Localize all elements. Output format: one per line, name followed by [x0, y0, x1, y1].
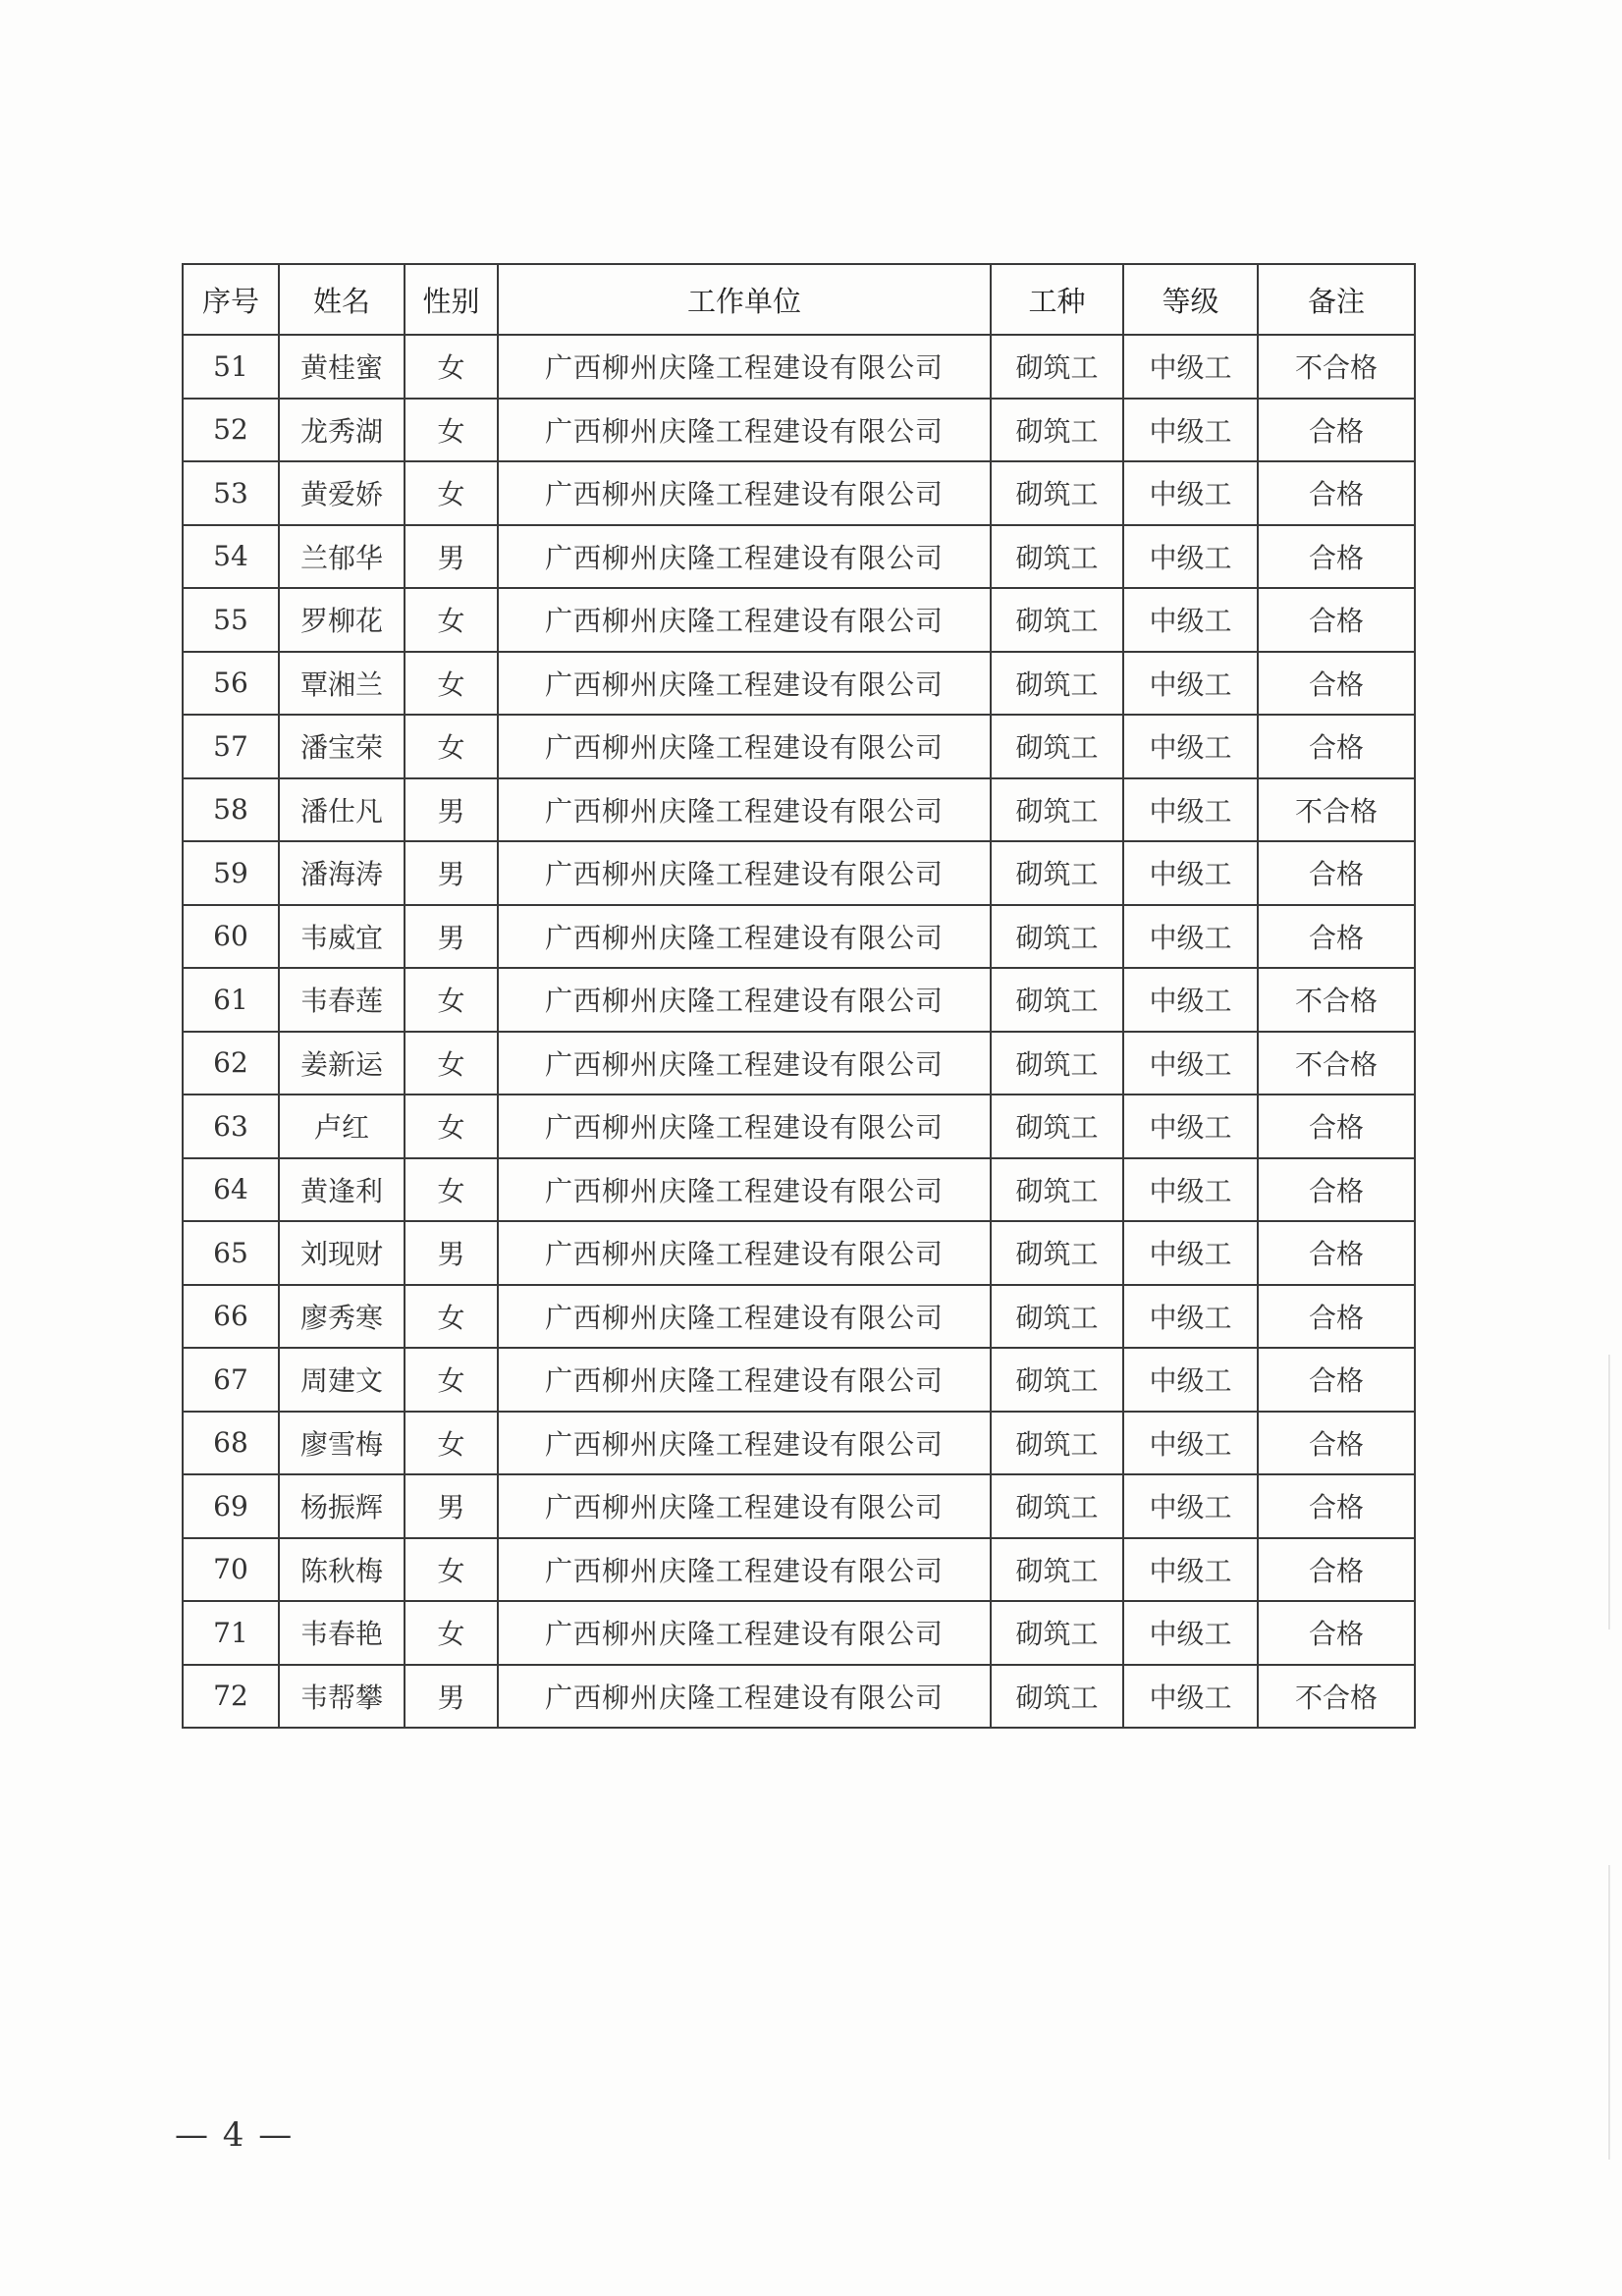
- name-cell: 韦帮攀: [279, 1665, 405, 1729]
- gender-cell: 女: [405, 652, 498, 716]
- gender-cell: 女: [405, 715, 498, 778]
- remark-cell: 合格: [1258, 841, 1415, 905]
- serial-number-cell: 59: [183, 841, 279, 905]
- remark-cell: 不合格: [1258, 335, 1415, 399]
- table-row: [183, 1285, 1415, 1349]
- remark-cell: 不合格: [1258, 1032, 1415, 1095]
- table-row: [183, 1474, 1415, 1538]
- remark-cell: 合格: [1258, 1601, 1415, 1665]
- level-cell: 中级工: [1123, 968, 1258, 1032]
- remark-cell: 合格: [1258, 905, 1415, 969]
- name-cell: 卢红: [279, 1095, 405, 1158]
- employer-cell: 广西柳州庆隆工程建设有限公司: [498, 968, 991, 1032]
- remark-cell: 合格: [1258, 1285, 1415, 1349]
- trade-cell: 砌筑工: [991, 1285, 1123, 1349]
- employer-cell: 广西柳州庆隆工程建设有限公司: [498, 588, 991, 652]
- remark-cell: 合格: [1258, 461, 1415, 525]
- gender-cell: 女: [405, 968, 498, 1032]
- serial-number-cell: 72: [183, 1665, 279, 1729]
- employer-cell: 广西柳州庆隆工程建设有限公司: [498, 652, 991, 716]
- serial-number-cell: 69: [183, 1474, 279, 1538]
- name-cell: 韦春莲: [279, 968, 405, 1032]
- name-cell: 韦春艳: [279, 1601, 405, 1665]
- employer-cell: 广西柳州庆隆工程建设有限公司: [498, 715, 991, 778]
- table-row: [183, 1032, 1415, 1095]
- trade-cell: 砌筑工: [991, 461, 1123, 525]
- table-row: [183, 841, 1415, 905]
- serial-number-cell: 64: [183, 1158, 279, 1222]
- table-row: [183, 1412, 1415, 1475]
- remark-cell: 合格: [1258, 1538, 1415, 1602]
- level-cell: 中级工: [1123, 525, 1258, 589]
- level-cell: 中级工: [1123, 652, 1258, 716]
- level-cell: 中级工: [1123, 461, 1258, 525]
- employer-cell: 广西柳州庆隆工程建设有限公司: [498, 1285, 991, 1349]
- serial-number-cell: 51: [183, 335, 279, 399]
- employer-cell: 广西柳州庆隆工程建设有限公司: [498, 1474, 991, 1538]
- name-cell: 韦威宜: [279, 905, 405, 969]
- name-cell: 罗柳花: [279, 588, 405, 652]
- trade-cell: 砌筑工: [991, 588, 1123, 652]
- level-cell: 中级工: [1123, 905, 1258, 969]
- level-cell: 中级工: [1123, 1538, 1258, 1602]
- serial-number-cell: 54: [183, 525, 279, 589]
- gender-cell: 女: [405, 1095, 498, 1158]
- gender-cell: 男: [405, 525, 498, 589]
- serial-number-cell: 57: [183, 715, 279, 778]
- employer-cell: 广西柳州庆隆工程建设有限公司: [498, 525, 991, 589]
- header-trade: 工种: [991, 264, 1123, 335]
- level-cell: 中级工: [1123, 1348, 1258, 1412]
- page-number: — 4 —: [175, 2115, 295, 2155]
- gender-cell: 女: [405, 1285, 498, 1349]
- serial-number-cell: 66: [183, 1285, 279, 1349]
- remark-cell: 合格: [1258, 1221, 1415, 1285]
- gender-cell: 女: [405, 461, 498, 525]
- trade-cell: 砌筑工: [991, 1601, 1123, 1665]
- remark-cell: 合格: [1258, 1412, 1415, 1475]
- name-cell: 覃湘兰: [279, 652, 405, 716]
- trade-cell: 砌筑工: [991, 525, 1123, 589]
- remark-cell: 合格: [1258, 1158, 1415, 1222]
- serial-number-cell: 58: [183, 778, 279, 842]
- table-row: [183, 968, 1415, 1032]
- level-cell: 中级工: [1123, 399, 1258, 462]
- gender-cell: 男: [405, 778, 498, 842]
- table-row: [183, 588, 1415, 652]
- employer-cell: 广西柳州庆隆工程建设有限公司: [498, 1158, 991, 1222]
- remark-cell: 合格: [1258, 525, 1415, 589]
- trade-cell: 砌筑工: [991, 1412, 1123, 1475]
- employer-cell: 广西柳州庆隆工程建设有限公司: [498, 1601, 991, 1665]
- gender-cell: 女: [405, 1158, 498, 1222]
- level-cell: 中级工: [1123, 1221, 1258, 1285]
- table-row: [183, 1095, 1415, 1158]
- remark-cell: 不合格: [1258, 1665, 1415, 1729]
- name-cell: 兰郁华: [279, 525, 405, 589]
- serial-number-cell: 63: [183, 1095, 279, 1158]
- name-cell: 黄爱娇: [279, 461, 405, 525]
- trade-cell: 砌筑工: [991, 1538, 1123, 1602]
- name-cell: 潘仕凡: [279, 778, 405, 842]
- gender-cell: 男: [405, 1665, 498, 1729]
- name-cell: 姜新运: [279, 1032, 405, 1095]
- serial-number-cell: 65: [183, 1221, 279, 1285]
- level-cell: 中级工: [1123, 1158, 1258, 1222]
- level-cell: 中级工: [1123, 1601, 1258, 1665]
- trade-cell: 砌筑工: [991, 652, 1123, 716]
- employer-cell: 广西柳州庆隆工程建设有限公司: [498, 461, 991, 525]
- table-row: [183, 715, 1415, 778]
- employer-cell: 广西柳州庆隆工程建设有限公司: [498, 778, 991, 842]
- serial-number-cell: 70: [183, 1538, 279, 1602]
- remark-cell: 不合格: [1258, 778, 1415, 842]
- trade-cell: 砌筑工: [991, 335, 1123, 399]
- table-row: [183, 525, 1415, 589]
- name-cell: 黄桂蜜: [279, 335, 405, 399]
- name-cell: 刘现财: [279, 1221, 405, 1285]
- employer-cell: 广西柳州庆隆工程建设有限公司: [498, 905, 991, 969]
- table-row: [183, 652, 1415, 716]
- trade-cell: 砌筑工: [991, 1158, 1123, 1222]
- header-employer: 工作单位: [498, 264, 991, 335]
- employer-cell: 广西柳州庆隆工程建设有限公司: [498, 1095, 991, 1158]
- level-cell: 中级工: [1123, 715, 1258, 778]
- level-cell: 中级工: [1123, 778, 1258, 842]
- level-cell: 中级工: [1123, 841, 1258, 905]
- table-row: [183, 1158, 1415, 1222]
- table-row: [183, 778, 1415, 842]
- gender-cell: 男: [405, 905, 498, 969]
- table-row: [183, 1665, 1415, 1729]
- employer-cell: 广西柳州庆隆工程建设有限公司: [498, 1221, 991, 1285]
- roster-table: [182, 263, 1416, 1729]
- table-row: [183, 1601, 1415, 1665]
- table-row: [183, 1538, 1415, 1602]
- trade-cell: 砌筑工: [991, 1474, 1123, 1538]
- name-cell: 廖雪梅: [279, 1412, 405, 1475]
- gender-cell: 女: [405, 1601, 498, 1665]
- gender-cell: 女: [405, 1412, 498, 1475]
- gender-cell: 女: [405, 1348, 498, 1412]
- gender-cell: 女: [405, 1032, 498, 1095]
- serial-number-cell: 52: [183, 399, 279, 462]
- serial-number-cell: 68: [183, 1412, 279, 1475]
- employer-cell: 广西柳州庆隆工程建设有限公司: [498, 399, 991, 462]
- table-row: [183, 461, 1415, 525]
- name-cell: 潘宝荣: [279, 715, 405, 778]
- trade-cell: 砌筑工: [991, 968, 1123, 1032]
- roster-table-container: [182, 263, 1414, 1729]
- serial-number-cell: 56: [183, 652, 279, 716]
- header-serial-number: 序号: [183, 264, 279, 335]
- trade-cell: 砌筑工: [991, 1095, 1123, 1158]
- level-cell: 中级工: [1123, 335, 1258, 399]
- header-remark: 备注: [1258, 264, 1415, 335]
- level-cell: 中级工: [1123, 1095, 1258, 1158]
- level-cell: 中级工: [1123, 1285, 1258, 1349]
- serial-number-cell: 53: [183, 461, 279, 525]
- remark-cell: 合格: [1258, 588, 1415, 652]
- trade-cell: 砌筑工: [991, 715, 1123, 778]
- serial-number-cell: 67: [183, 1348, 279, 1412]
- remark-cell: 合格: [1258, 1474, 1415, 1538]
- gender-cell: 男: [405, 1474, 498, 1538]
- gender-cell: 女: [405, 399, 498, 462]
- employer-cell: 广西柳州庆隆工程建设有限公司: [498, 1348, 991, 1412]
- employer-cell: 广西柳州庆隆工程建设有限公司: [498, 1412, 991, 1475]
- employer-cell: 广西柳州庆隆工程建设有限公司: [498, 335, 991, 399]
- serial-number-cell: 61: [183, 968, 279, 1032]
- name-cell: 黄逢利: [279, 1158, 405, 1222]
- name-cell: 周建文: [279, 1348, 405, 1412]
- remark-cell: 合格: [1258, 715, 1415, 778]
- remark-cell: 不合格: [1258, 968, 1415, 1032]
- trade-cell: 砌筑工: [991, 1665, 1123, 1729]
- header-gender: 性别: [405, 264, 498, 335]
- employer-cell: 广西柳州庆隆工程建设有限公司: [498, 1665, 991, 1729]
- gender-cell: 女: [405, 1538, 498, 1602]
- table-row: [183, 335, 1415, 399]
- table-row: [183, 905, 1415, 969]
- remark-cell: 合格: [1258, 1348, 1415, 1412]
- serial-number-cell: 60: [183, 905, 279, 969]
- table-row: [183, 1221, 1415, 1285]
- name-cell: 潘海涛: [279, 841, 405, 905]
- table-row: [183, 1348, 1415, 1412]
- gender-cell: 男: [405, 1221, 498, 1285]
- trade-cell: 砌筑工: [991, 1221, 1123, 1285]
- name-cell: 龙秀湖: [279, 399, 405, 462]
- employer-cell: 广西柳州庆隆工程建设有限公司: [498, 841, 991, 905]
- employer-cell: 广西柳州庆隆工程建设有限公司: [498, 1032, 991, 1095]
- name-cell: 杨振辉: [279, 1474, 405, 1538]
- remark-cell: 合格: [1258, 399, 1415, 462]
- serial-number-cell: 62: [183, 1032, 279, 1095]
- name-cell: 廖秀寒: [279, 1285, 405, 1349]
- trade-cell: 砌筑工: [991, 841, 1123, 905]
- gender-cell: 女: [405, 335, 498, 399]
- name-cell: 陈秋梅: [279, 1538, 405, 1602]
- trade-cell: 砌筑工: [991, 905, 1123, 969]
- serial-number-cell: 55: [183, 588, 279, 652]
- level-cell: 中级工: [1123, 1032, 1258, 1095]
- table-row: [183, 399, 1415, 462]
- remark-cell: 合格: [1258, 1095, 1415, 1158]
- serial-number-cell: 71: [183, 1601, 279, 1665]
- employer-cell: 广西柳州庆隆工程建设有限公司: [498, 1538, 991, 1602]
- level-cell: 中级工: [1123, 1412, 1258, 1475]
- roster-table-body: [183, 335, 1415, 1728]
- scan-edge-mark: [1608, 1355, 1610, 1629]
- trade-cell: 砌筑工: [991, 1032, 1123, 1095]
- level-cell: 中级工: [1123, 588, 1258, 652]
- trade-cell: 砌筑工: [991, 1348, 1123, 1412]
- header-level: 等级: [1123, 264, 1258, 335]
- gender-cell: 男: [405, 841, 498, 905]
- level-cell: 中级工: [1123, 1474, 1258, 1538]
- remark-cell: 合格: [1258, 652, 1415, 716]
- trade-cell: 砌筑工: [991, 399, 1123, 462]
- gender-cell: 女: [405, 588, 498, 652]
- trade-cell: 砌筑工: [991, 778, 1123, 842]
- level-cell: 中级工: [1123, 1665, 1258, 1729]
- header-name: 姓名: [279, 264, 405, 335]
- table-header-row: [183, 264, 1415, 335]
- scan-edge-mark: [1608, 1865, 1610, 2160]
